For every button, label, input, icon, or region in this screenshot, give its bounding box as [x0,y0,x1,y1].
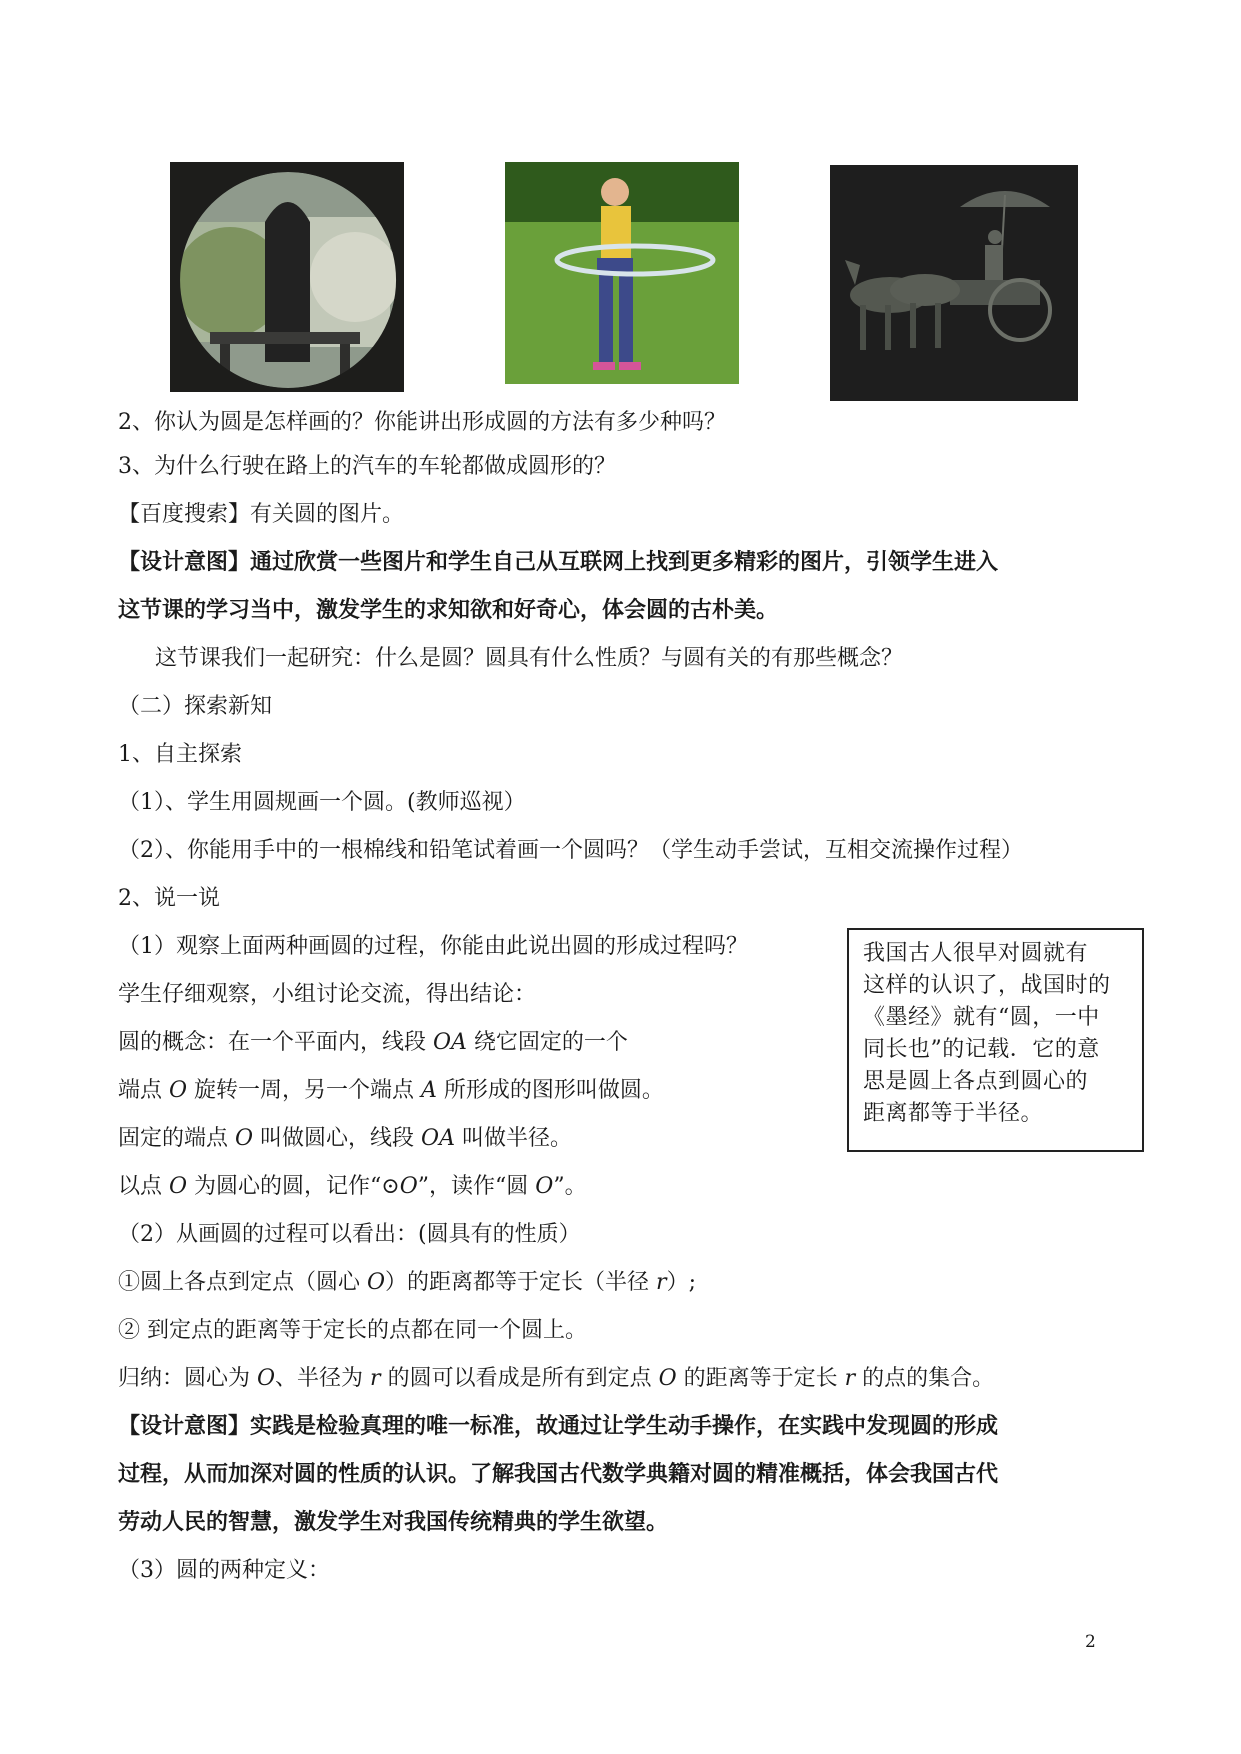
math-var: r [656,1270,667,1295]
design-intent-1-line-2: 这节课的学习当中，激发学生的求知欲和好奇心，体会圆的古朴美。 [118,598,779,623]
question-2: 2、你认为圆是怎样画的？你能讲出形成圆的方法有多少种吗？ [118,410,726,435]
properties-heading: （2）从画圆的过程可以看出：(圆具有的性质） [118,1222,581,1247]
text-span: 圆的概念：在一个平面内，线段 [118,1030,433,1055]
text-span: 以点 [118,1174,169,1199]
history-sidebox [847,928,1144,1152]
math-var: r [370,1366,381,1391]
section-heading: （二）探索新知 [118,694,273,719]
math-var: O [535,1174,554,1199]
design-intent-1-line-1: 【设计意图】通过欣赏一些图片和学生自己从互联网上找到更多精彩的图片，引领学生进入 [118,550,999,575]
center-radius-definition [118,1124,572,1154]
text-span: 所形成的图形叫做圆。 [436,1078,664,1103]
text-span: 叫做圆心，线段 [253,1126,422,1151]
math-var: O [658,1366,677,1391]
sidebox-line: 《墨经》就有“圆，一中 [863,1005,1100,1030]
text-span: 、半径为 [275,1366,371,1391]
text-span: ①圆上各点到定点（圆心 [118,1270,367,1295]
math-var: r [844,1366,856,1391]
explore-heading: 1、自主探索 [118,742,242,767]
hula-hoop-photo [505,162,739,384]
say-heading: 2、说一说 [118,886,220,911]
text-span: ”。 [553,1174,587,1199]
design-intent-2-line-2: 过程，从而加深对圆的性质的认识。了解我国古代数学典籍对圆的精准概括，体会我国古代 [118,1462,999,1487]
text-span: 的距离等于定长 [676,1366,845,1391]
explore-item-2: （2）、你能用手中的一根棉线和铅笔试着画一个圆吗？（学生动手尝试，互相交流操作过程） [118,838,1024,863]
text-span: 旋转一周，另一个端点 [187,1078,422,1103]
text-span: 固定的端点 [118,1126,235,1151]
circle-concept-line-1 [118,1028,628,1058]
text-span: 绕它固定的一个 [466,1030,628,1055]
two-definitions-heading: （3）圆的两种定义： [118,1558,330,1583]
math-var: OA [421,1126,455,1151]
explore-item-1: （1）、学生用圆规画一个圆。(教师巡视） [118,790,526,815]
math-var: O [257,1366,276,1391]
text-span: 端点 [118,1078,169,1103]
induction [118,1364,994,1394]
sidebox-line: 同长也”的记载．它的意 [863,1037,1100,1062]
text-span: 为圆心的圆，记作“⊙ [187,1174,400,1199]
circle-concept-line-2 [118,1076,664,1106]
bronze-chariot-photo [830,165,1078,401]
text-span: ）; [666,1270,696,1295]
sidebox-line: 距离都等于半径。 [863,1101,1044,1126]
text-span: 的圆可以看成是所有到定点 [380,1366,659,1391]
math-var: O [367,1270,386,1295]
math-var: O [399,1174,418,1199]
say-item-1: （1）观察上面两种画圆的过程，你能由此说出圆的形成过程吗？ [118,934,748,959]
lesson-intro: 这节课我们一起研究：什么是圆？圆具有什么性质？与圆有关的有那些概念？ [155,646,904,671]
design-intent-2-line-3: 劳动人民的智慧，激发学生对我国传统精典的学生欲望。 [118,1510,669,1535]
text-span: 归纳：圆心为 [118,1366,257,1391]
page-number: 2 [1085,1632,1096,1652]
sidebox-line: 我国古人很早对圆就有 [863,941,1089,966]
property-2: ② 到定点的距离等于定长的点都在同一个圆上。 [118,1318,587,1343]
math-var: O [169,1078,188,1103]
baidu-search-note: 【百度搜索】有关圆的图片。 [118,502,405,527]
observe-text: 学生仔细观察，小组讨论交流，得出结论： [118,982,537,1007]
design-intent-2-line-1: 【设计意图】实践是检验真理的唯一标准，故通过让学生动手操作，在实践中发现圆的形成 [118,1414,999,1439]
math-var: O [235,1126,254,1151]
circle-notation [118,1172,587,1202]
math-var: A [421,1078,437,1103]
moon-gate-photo [170,162,404,392]
question-3: 3、为什么行驶在路上的汽车的车轮都做成圆形的？ [118,454,616,479]
text-span: 的点的集合。 [855,1366,995,1391]
text-span: ）的距离都等于定长（半径 [385,1270,657,1295]
math-var: OA [433,1030,467,1055]
property-1 [118,1268,696,1298]
sidebox-line: 思是圆上各点到圆心的 [863,1069,1089,1094]
text-span: ”，读作“圆 [417,1174,536,1199]
sidebox-line: 这样的认识了，战国时的 [863,973,1111,998]
text-span: 叫做半径。 [454,1126,572,1151]
math-var: O [169,1174,188,1199]
